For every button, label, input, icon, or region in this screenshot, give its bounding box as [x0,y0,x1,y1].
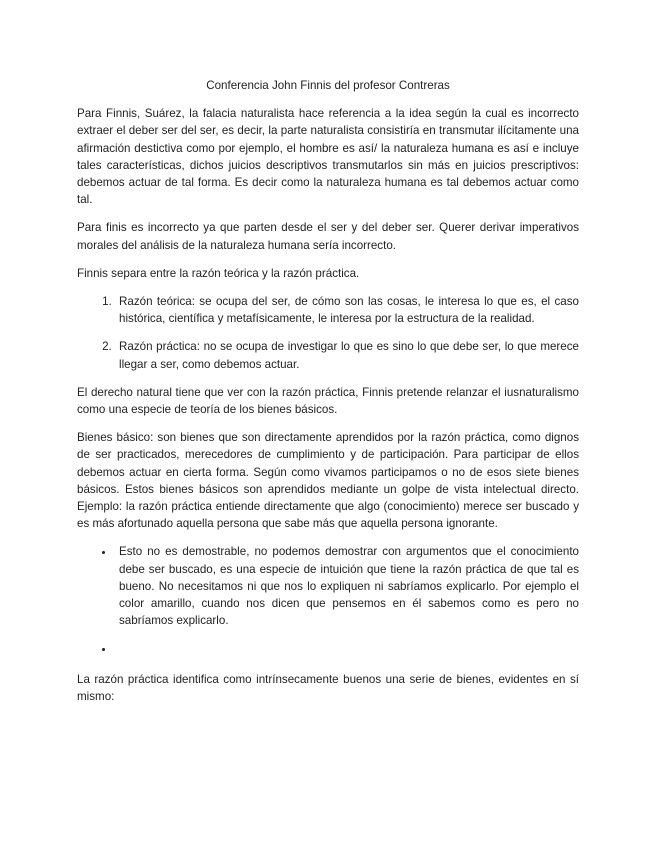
paragraph-derecho-natural: El derecho natural tiene que ver con la razón práctica, Finnis pretende relanzar el iusnaturalismo como una especie de teoría de los bienes básicos. [77,385,579,417]
list-item-razon-practica: 2. Razón práctica: no se ocupa de investigar lo que es sino lo que debe ser, lo que merece llegar a ser, como debemos actuar. [115,338,579,372]
paragraph-razon-practica-identifica: La razón práctica identifica como intrínsecamente buenos una serie de bienes, evidentes en sí mismo: [77,672,579,703]
bullet-list [77,543,579,657]
paragraph-razon-separacion: Finnis separa entre la razón teórica y la razón práctica. [77,266,360,280]
paragraph-incorrecto: Para finis es incorrecto ya que parten desde el ser y del deber ser. Querer derivar imperativos morales del análisis de la naturaleza humana sería incorrecto. [77,221,579,252]
paragraph-bienes-basicos: Bienes básico: son bienes que son directamente aprendidos por la razón práctica, como dignos de ser practicados, merecedores de cumplimiento y de participación. Para participar de ellos debemos actuar en cierta forma. Según como vivamos participamos o no de esos siete bienes básicos. Estos bienes básicos son aprendidos mediante un golpe de vista intelectual directo. Ejemplo: la razón práctica entiende directamente que algo (conocimiento) merece ser buscado y es más afortunado aquella persona que sabe más que aquella persona ignorante. [77,431,579,531]
list-item-razon-teorica: 1. Razón teórica: se ocupa del ser, de cómo son las cosas, le interesa lo que es, el caso histórica, científica y metafísicamente, le interesa por la estructura de la realidad. [115,293,579,327]
bullet-item-demostrable: • Esto no es demostrable, no podemos demostrar con argumentos que el conocimiento debe ser buscado, es una especie de intuición que tiene la razón práctica de que tal es bueno. No necesitamos ni que nos lo expliquen ni sabríamos explicarlo. Por ejemplo el color amarillo, cuando nos dicen que pensemos en él sabemos como es pero no sabríamos explicarlo. [115,543,579,629]
numbered-list [77,293,579,373]
bullet-item-empty [115,640,579,657]
document-title: Conferencia John Finnis del profesor Contreras [206,79,450,92]
paragraph-falacia-naturalista: Para Finnis, Suárez, la falacia naturalista hace referencia a la idea según la cual es incorrecto extraer el deber ser del ser, es decir, la parte naturalista consistiría en transmutar ilícitamente una afirmación destictiva como por ejemplo, el hombre es así/ la naturaleza humana es así e incluye tales características, dichos juicios descriptivos transmutarlos sin más en juicios prescriptivos: debemos actuar de tal forma. Es decir como la naturaleza humana es tal debemos actuar como tal. [77,107,579,207]
